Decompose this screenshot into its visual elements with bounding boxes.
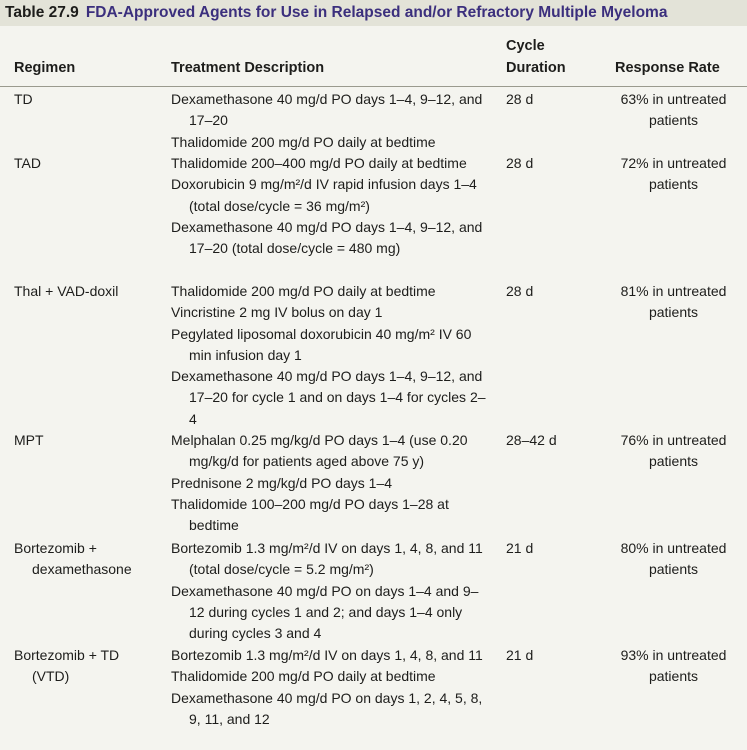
treatment-item: Thalidomide 200–400 mg/d PO daily at bedtime bbox=[171, 155, 467, 171]
header-divider bbox=[0, 86, 747, 87]
regimen-text: Thal + VAD-doxil bbox=[14, 283, 119, 299]
treatment-item: Thalidomide 200 mg/d PO daily at bedtime bbox=[171, 668, 436, 685]
regimen-cell bbox=[14, 645, 164, 688]
response-rate-cell: 63% in untreated patients bbox=[620, 91, 727, 129]
cycle-duration-cell: 21 d bbox=[506, 647, 534, 663]
header-cycle-line2: Duration bbox=[506, 60, 566, 76]
treatment-item: Dexamethasone 40 mg/d PO on days 1–4 and 9–12 during cycles 1 and 2; and days 1–4 only during cycles 3 and 4 bbox=[171, 582, 479, 642]
response-rate-cell: 76% in untreated patients bbox=[620, 432, 727, 470]
cycle-duration-cell: 28 d bbox=[506, 155, 534, 171]
regimen-text: dexamethasone bbox=[32, 561, 132, 578]
cycle-duration-cell: 28–42 d bbox=[506, 432, 557, 448]
treatment-cell bbox=[171, 89, 489, 153]
cycle-duration-cell: 28 d bbox=[506, 91, 534, 107]
header-response: Response Rate bbox=[615, 60, 720, 76]
regimen-text: TD bbox=[14, 91, 33, 107]
table-number: Table 27.9 bbox=[5, 4, 79, 21]
treatment-item: Bortezomib 1.3 mg/m²/d IV on days 1, 4, 8, and 11 bbox=[171, 647, 483, 663]
treatment-cell bbox=[171, 645, 489, 730]
response-rate-cell: 93% in untreated patients bbox=[620, 647, 727, 685]
treatment-item: Thalidomide 200 mg/d PO daily at bedtime bbox=[171, 133, 436, 150]
treatment-item: Bortezomib 1.3 mg/m²/d IV on days 1, 4, 8, and 11 (total dose/cycle = 5.2 mg/m²) bbox=[171, 540, 483, 578]
treatment-cell bbox=[171, 430, 489, 536]
table-title-bar bbox=[0, 0, 747, 26]
regimen-cell bbox=[14, 153, 164, 174]
header-treatment: Treatment Description bbox=[171, 60, 325, 76]
treatment-item: Dexamethasone 40 mg/d PO days 1–4, 9–12, and 17–20 for cycle 1 and on days 1–4 for cycles 2–4 bbox=[171, 368, 486, 427]
table-title: FDA-Approved Agents for Use in Relapsed and/or Refractory Multiple Myeloma bbox=[85, 4, 668, 21]
header-regimen: Regimen bbox=[14, 60, 76, 76]
treatment-cell bbox=[171, 538, 489, 644]
treatment-item: Doxorubicin 9 mg/m²/d IV rapid infusion days 1–4 (total dose/cycle = 36 mg/m²) bbox=[171, 176, 477, 214]
treatment-cell bbox=[171, 153, 489, 259]
response-rate-cell: 80% in untreated patients bbox=[620, 540, 727, 578]
cycle-duration-cell: 28 d bbox=[506, 283, 534, 299]
treatment-item: Prednisone 2 mg/kg/d PO days 1–4 bbox=[171, 474, 393, 491]
treatment-item: Melphalan 0.25 mg/kg/d PO days 1–4 (use 0.20 mg/kg/d for patients aged above 75 y) bbox=[171, 432, 468, 470]
regimen-cell bbox=[14, 538, 164, 581]
treatment-item: Thalidomide 100–200 mg/d PO days 1–28 at bedtime bbox=[171, 495, 449, 534]
treatment-item: Vincristine 2 mg IV bolus on day 1 bbox=[171, 304, 383, 321]
response-rate-cell: 72% in untreated patients bbox=[620, 155, 727, 193]
cycle-duration-cell: 21 d bbox=[506, 540, 534, 556]
regimen-text: Bortezomib + bbox=[14, 540, 97, 556]
treatment-item: Dexamethasone 40 mg/d PO days 1–4, 9–12, and 17–20 bbox=[171, 91, 483, 129]
regimen-text: MPT bbox=[14, 432, 44, 448]
treatment-cell bbox=[171, 281, 489, 430]
regimen-text: (VTD) bbox=[32, 668, 70, 685]
treatment-item: Pegylated liposomal doxorubicin 40 mg/m² IV 60 min infusion day 1 bbox=[171, 325, 472, 363]
response-rate-cell: 81% in untreated patients bbox=[620, 283, 727, 321]
regimen-text: TAD bbox=[14, 155, 41, 171]
regimen-cell bbox=[14, 281, 164, 302]
regimen-text: Bortezomib + TD bbox=[14, 647, 120, 663]
regimen-cell bbox=[14, 430, 164, 451]
regimen-cell bbox=[14, 89, 164, 110]
header-cycle-line1: Cycle bbox=[506, 38, 545, 54]
treatment-item: Dexamethasone 40 mg/d PO days 1–4, 9–12, and 17–20 (total dose/cycle = 480 mg) bbox=[171, 218, 483, 257]
treatment-item: Dexamethasone 40 mg/d PO on days 1, 2, 4, 5, 8, 9, 11, and 12 bbox=[171, 689, 483, 727]
treatment-item: Thalidomide 200 mg/d PO daily at bedtime bbox=[171, 283, 436, 299]
